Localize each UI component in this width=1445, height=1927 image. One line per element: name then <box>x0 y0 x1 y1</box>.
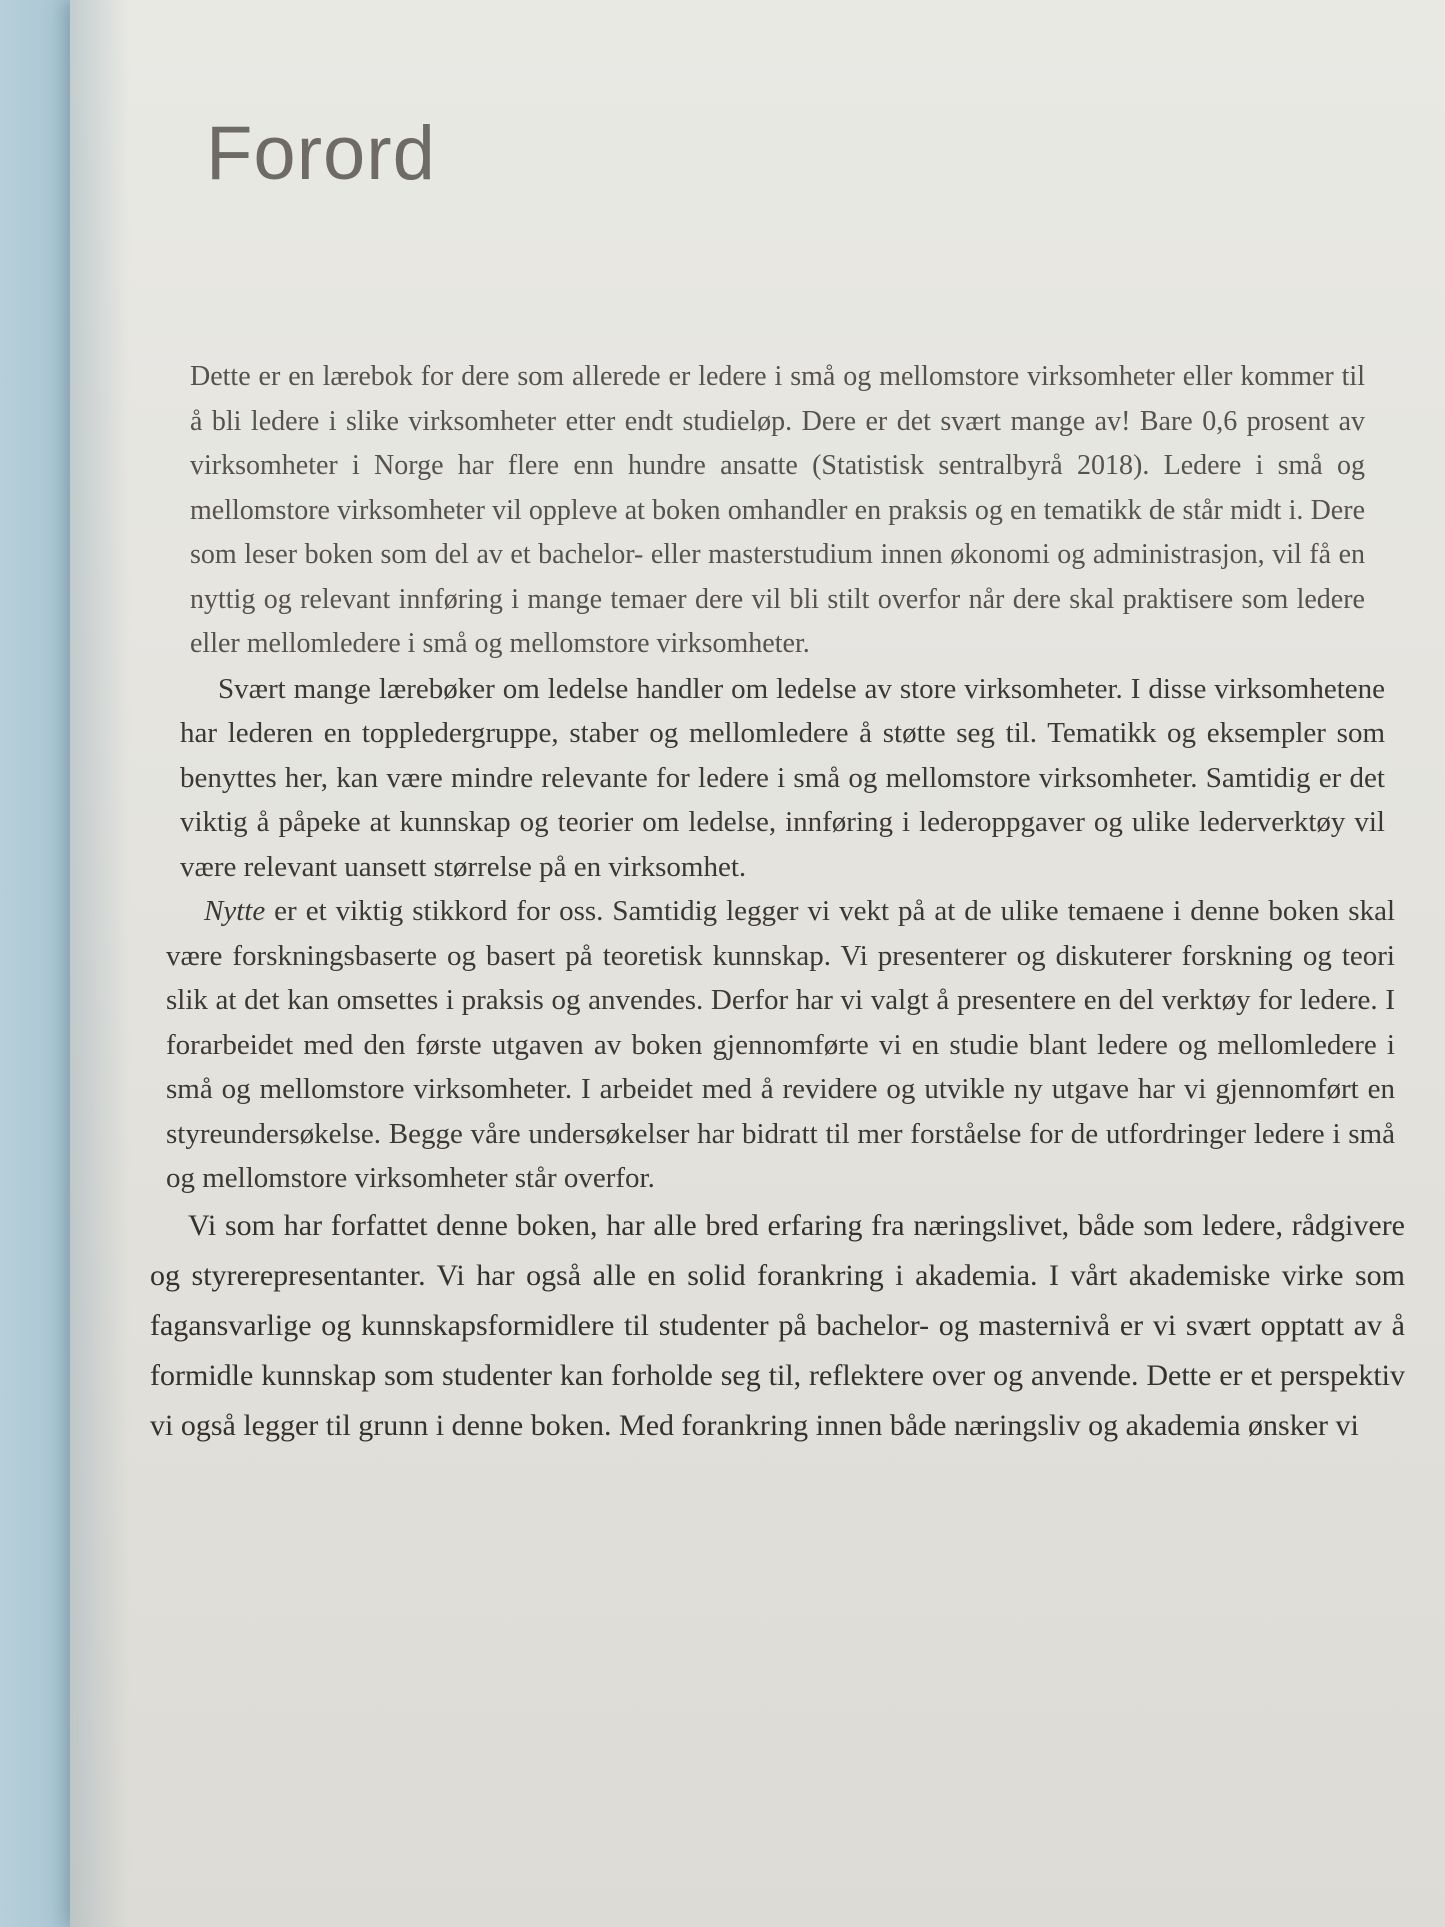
paragraph-4: Vi som har forfattet denne boken, har alle bred erfaring fra næringslivet, både som ledere, rådgivere og styrerepresentanter. Vi har også alle en solid forankring i akademia. I vårt akademiske virke som fagansvarlige og kunnskapsformidlere til studenter på bachelor- og masternivå er vi svært opptatt av å formidle kunnskap som studenter kan forholde seg til, reflektere over og anvende. Dette er et perspektiv vi også legger til grunn i denne boken. Med forankring innen både næringsliv og akademia ønsker vi <box>150 1208 1405 1442</box>
page-title: Forord <box>206 111 436 196</box>
paragraph-3-text: er et viktig stikkord for oss. Samtidig legger vi vekt på at de ulike temaene i denne boken skal være forskningsbaserte og basert på teoretisk kunnskap. Vi presenterer og diskuterer forskning og teori slik at det kan omsettes i praksis og anvendes. Derfor har vi valgt å presentere en del verktøy for ledere. I forarbeidet med den første utgaven av boken gjennomførte vi en studie blant ledere og mellomledere i små og mellomstore virksomheter. I arbeidet med å revidere og utvikle ny utgave har vi gjennomført en styreundersøkelse. Begge våre undersøkelser har bidratt til mer forståelse for de utfordringer ledere i små og mellomstore virksomheter står overfor. <box>166 895 1395 1194</box>
paragraph-3 <box>150 889 1405 1201</box>
paragraph-1: Dette er en lærebok for dere som allerede er ledere i små og mellomstore virksomheter eller kommer til å bli ledere i slike virksomheter etter endt studieløp. Dere er det svært mange av! Bare 0,6 prosent av virksomheter i Norge har flere enn hundre ansatte (Statistisk sentralbyrå 2018). Ledere i små og mellomstore virksomheter vil oppleve at boken omhandler en praksis og en tematikk de står midt i. Dere som leser boken som del av et bachelor- eller masterstudium innen økonomi og administrasjon, vil få en nyttig og relevant innføring i mange temaer dere vil bli stilt overfor når dere skal praktisere som ledere eller mellomledere i små og mellomstore virksomheter. <box>190 361 1365 659</box>
body-text <box>150 355 1405 1451</box>
page-gutter-shadow <box>70 0 130 1927</box>
book-page <box>70 0 1445 1927</box>
paragraph-3-lead-word: Nytte <box>204 895 266 927</box>
paragraph-2: Svært mange lærebøker om ledelse handler om ledelse av store virksomheter. I disse virksomhetene har lederen en toppledergruppe, staber og mellomledere å støtte seg til. Tematikk og eksempler som benyttes her, kan være mindre relevante for ledere i små og mellomstore virksomheter. Samtidig er det viktig å påpeke at kunnskap og teorier om ledelse, innføring i lederoppgaver og ulike lederverktøy vil være relevant uansett størrelse på en virksomhet. <box>180 672 1385 883</box>
